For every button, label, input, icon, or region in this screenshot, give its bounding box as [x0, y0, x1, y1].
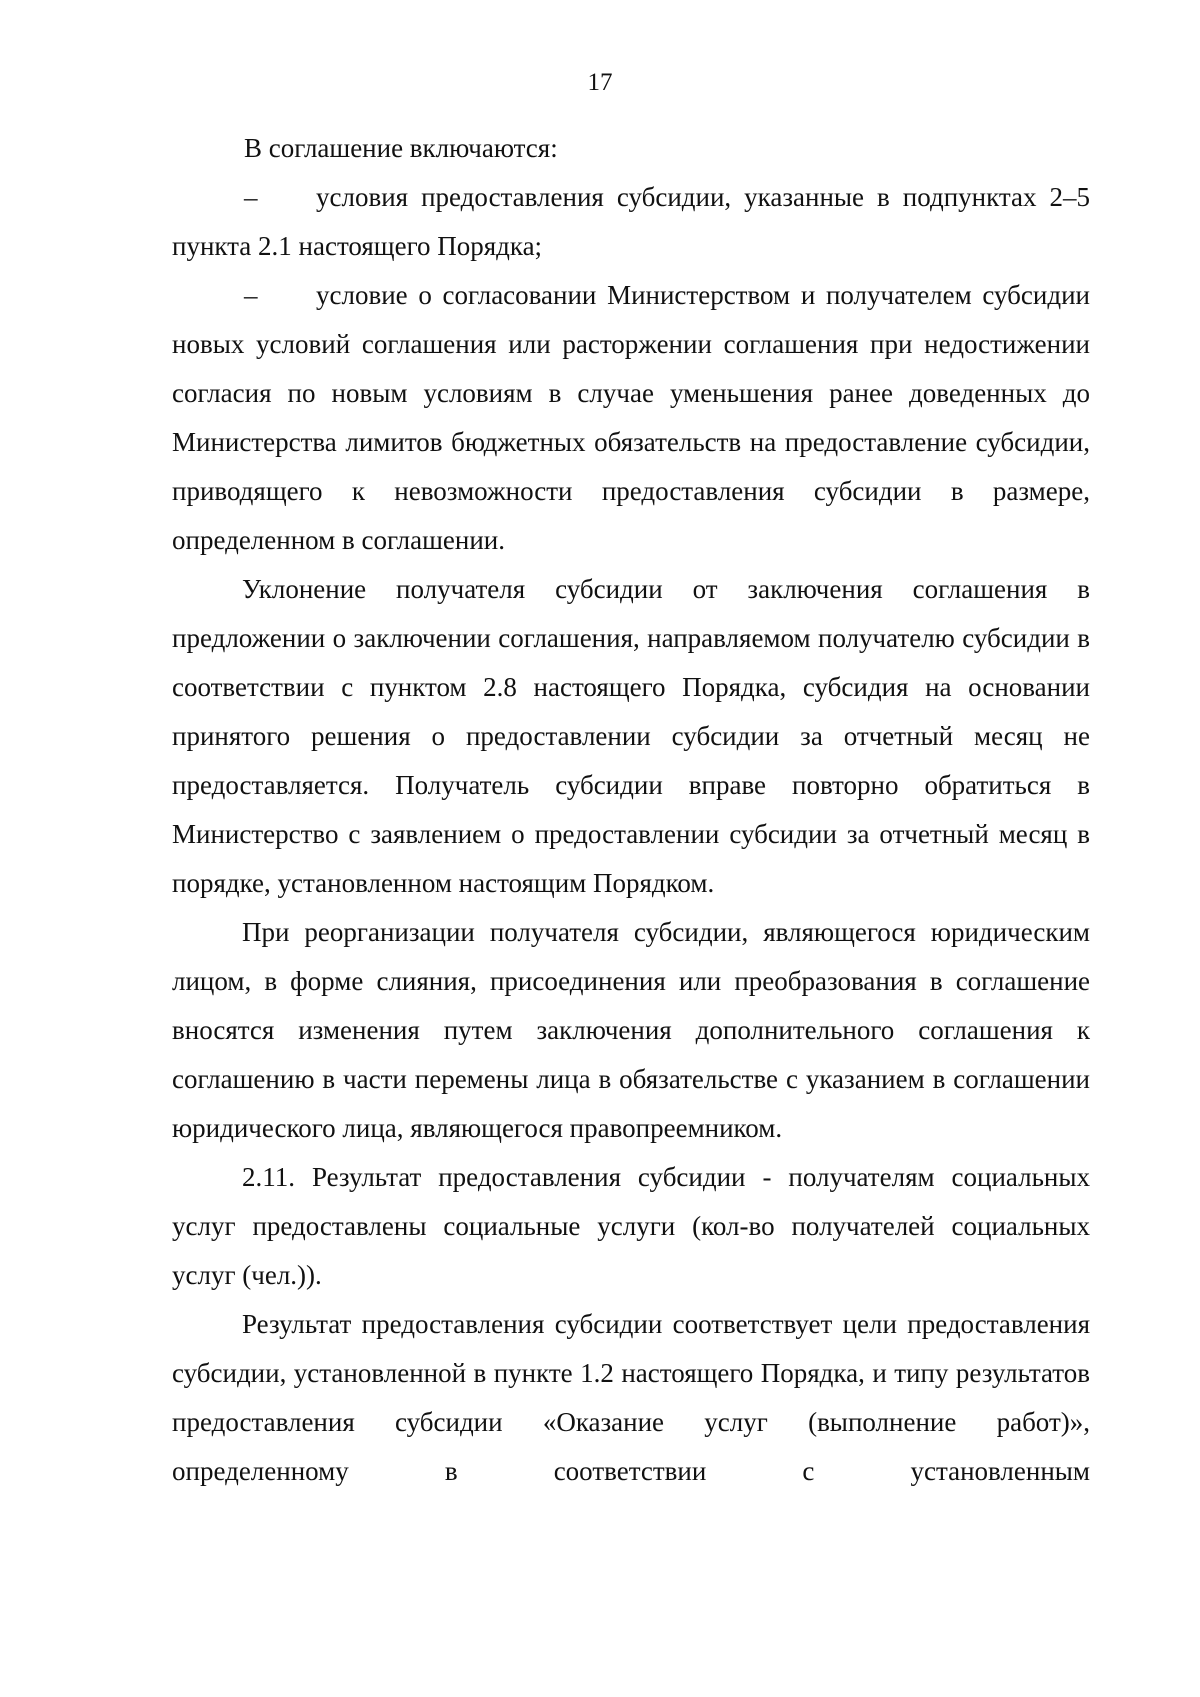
list-item — [172, 271, 1090, 565]
list-item-text: условия предоставления субсидии, указанные в подпунктах 2–5 пункта 2.1 настоящего Порядка; — [172, 182, 1090, 261]
paragraph-reorganization: При реорганизации получателя субсидии, являющегося юридическим лицом, в форме слияния, присоединения или преобразования в соглашение вносятся изменения путем заключения дополнительного соглашения к соглашению в части перемены лица в обязательстве с указанием в соглашении юридического лица, являющегося правопреемником. — [172, 917, 1090, 1143]
paragraph-2-11-result: 2.11. Результат предоставления субсидии - получателям социальных услуг предоставлены социальные услуги (кол-во получателей социальных услуг (чел.)). — [172, 1162, 1090, 1290]
paragraph-refusal: Уклонение получателя субсидии от заключения соглашения в предложении о заключении соглашения, направляемом получателю субсидии в соответствии с пунктом 2.8 настоящего Порядка, субсидия на основании принятого решения о предоставлении субсидии за отчетный месяц не предоставляется. Получатель субсидии вправе повторно обратиться в Министерство с заявлением о предоставлении субсидии за отчетный месяц в порядке, установленном настоящим Порядком. — [172, 574, 1090, 898]
page-number: 17 — [587, 69, 613, 96]
intro-paragraph: В соглашение включаются: — [244, 133, 558, 163]
paragraph-result-conformity: Результат предоставления субсидии соответствует цели предоставления субсидии, установленной в пункте 1.2 настоящего Порядка, и типу результатов предоставления субсидии «Оказание услуг (выполнение работ)», определенному в соответствии с установленным — [172, 1309, 1090, 1486]
list-dash: – — [244, 182, 258, 212]
list-item-text: условие о согласовании Министерством и получателем субсидии новых условий соглашения или расторжении соглашения при недостижении согласия по новым условиям в случае уменьшения ранее доведенных до Министерства лимитов бюджетных обязательств на предоставление субсидии, приводящего к невозможности предоставления субсидии в размере, определенном в соглашении. — [172, 280, 1090, 555]
document-body — [172, 124, 1090, 1496]
list-item — [172, 173, 1090, 271]
list-dash: – — [244, 280, 258, 310]
